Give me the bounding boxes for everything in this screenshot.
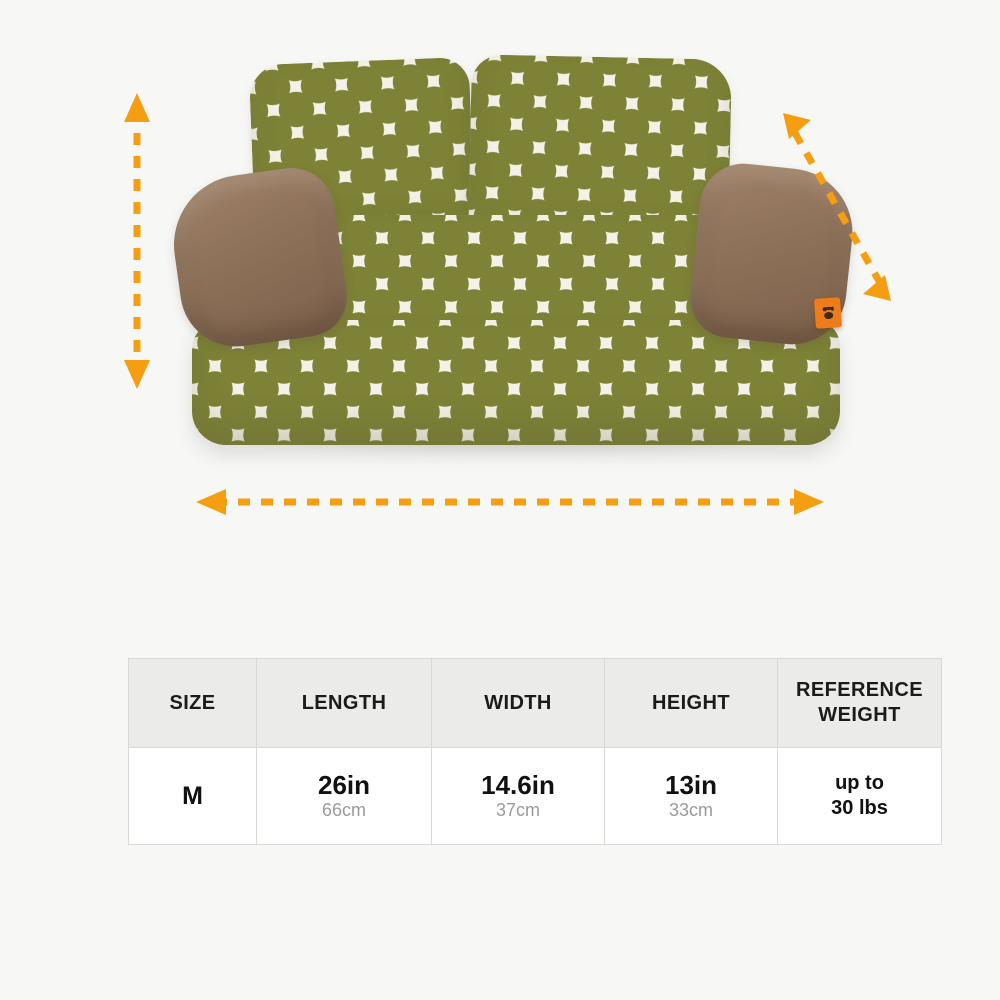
length-arrow (196, 489, 824, 515)
table-header (129, 659, 942, 748)
reference-weight-line2: 30 lbs (831, 797, 888, 819)
height-arrow (124, 93, 150, 389)
column-header-length: LENGTH (257, 659, 432, 748)
width-centimeters: 37cm (495, 799, 540, 820)
cell-reference-weight (778, 748, 942, 845)
cell-length (257, 748, 432, 845)
table-row (129, 748, 942, 845)
table-body (129, 748, 942, 845)
length-centimeters: 66cm (321, 799, 366, 820)
table-header-row (129, 659, 942, 748)
brand-tag (814, 297, 842, 329)
height-inches: 13in (664, 769, 718, 800)
armrest-left (165, 162, 352, 353)
cell-height (605, 748, 778, 845)
column-header-size: SIZE (129, 659, 257, 748)
paw-icon (821, 306, 835, 320)
cell-width (432, 748, 605, 845)
pet-sofa-bed-image (170, 55, 860, 455)
column-header-width: WIDTH (432, 659, 605, 748)
size-spec-table (128, 658, 942, 845)
size-value: M (182, 781, 203, 810)
height-centimeters: 33cm (668, 799, 713, 820)
width-inches: 14.6in (481, 769, 555, 800)
reference-weight-line1: up to (835, 772, 884, 794)
column-header-reference-weight: REFERENCE WEIGHT (778, 659, 942, 748)
length-inches: 26in (317, 769, 371, 800)
column-header-height: HEIGHT (605, 659, 778, 748)
cell-size (129, 748, 257, 845)
